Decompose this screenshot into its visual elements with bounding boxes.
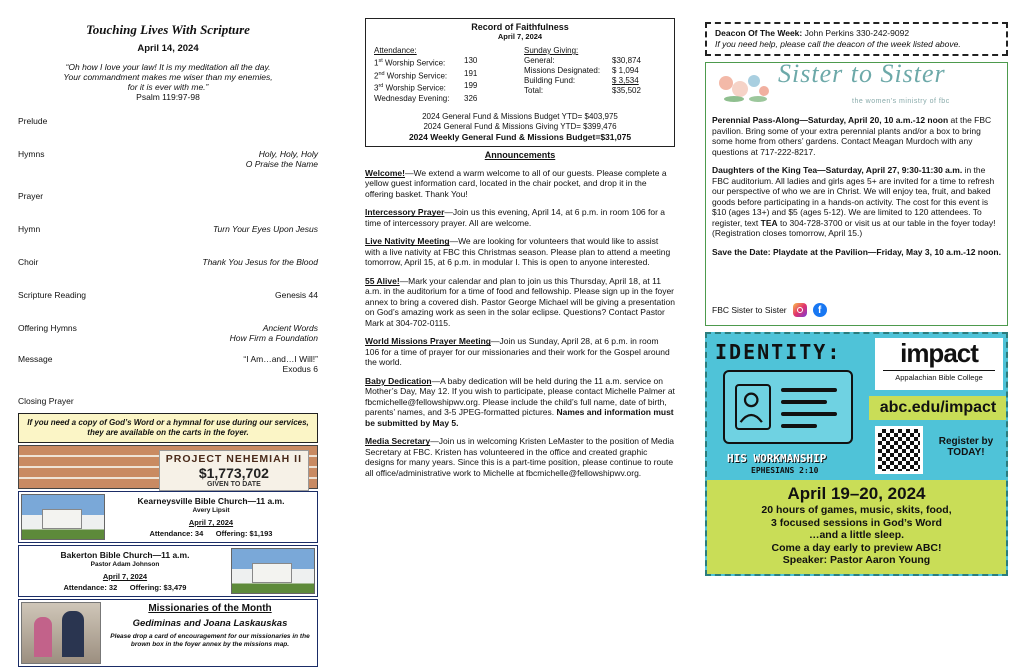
announcement-55-alive: 55 Alive!—Mark your calendar and plan to join us this Thursday, April 18, at 11 a.m. in the auditorium for a time of food and fellowship. Please sign up in the foyer annex to bring a covered dish. Pastor George Michael will be giving a presentation on God’s amazing work as seen in the solar eclipse. Questions? Contact Pastor Mark at 304-702-0115. bbox=[365, 275, 675, 328]
ephesians-reference: EPHESIANS 2:10 bbox=[751, 466, 819, 475]
giving-list: Sunday Giving: General: $30,874 Missions Designated: $ 1,094 Building Fund: $ 3,534 Total: $35,502 bbox=[524, 46, 641, 95]
church-date: April 7, 2024 bbox=[188, 518, 234, 527]
bible-hymnal-notice: If you need a copy of God’s Word or a hymnal for use during our services, they are available on the carts in the foyer. bbox=[18, 413, 318, 443]
sister-to-sister-box bbox=[705, 59, 1008, 326]
project-caption: GIVEN TO DATE bbox=[206, 481, 261, 488]
order-offering: Offering Hymns Ancient Words How Firm a Foundation bbox=[18, 323, 318, 343]
attendance-list: Attendance: 1st Worship Service: 130 2nd Worship Service: 191 3rd Worship Service: 199 Wednesday Evening: 326 bbox=[374, 46, 524, 104]
order-message: Message “I Am…and…I Will!” Exodus 6 bbox=[18, 354, 318, 374]
giving-row: Missions Designated: $ 1,094 bbox=[524, 66, 639, 75]
church-photo bbox=[21, 494, 105, 540]
order-choir: Choir Thank You Jesus for the Blood bbox=[18, 257, 318, 267]
giving-row: General: $30,874 bbox=[524, 56, 641, 65]
project-nehemiah-banner bbox=[18, 445, 318, 489]
sister-tagline: the women's ministry of fbc bbox=[852, 98, 950, 105]
announcement-live-nativity: Live Nativity Meeting—We are looking for volunteers that would like to assist with a live nativity at FBC this Christmas season. Please plan to attend a meeting tomorrow, April 15, at 6 p.m. in modular I. This is open to anyone interested. bbox=[365, 236, 671, 268]
missionaries-heading: Missionaries of the Month bbox=[148, 603, 272, 614]
ytd-summary: 2024 General Fund & Missions Budget YTD= $403,975 2024 General Fund & Missions Giving YTD= $399,476 bbox=[422, 111, 618, 131]
record-date: April 7, 2024 bbox=[497, 32, 543, 41]
identity-title: IDENTITY: bbox=[715, 340, 842, 364]
record-of-faithfulness bbox=[365, 18, 675, 147]
bakerton-church-box bbox=[18, 545, 318, 597]
perennial-pass-along: Perennial Pass-Along—Saturday, April 20, 10 a.m.-12 noon at the FBC pavilion. Bring some of your extra perennial plants and/or a box to bring some home from others’ gardens. Contact Meagan Murdoch with any questions at 717-222-8217. bbox=[712, 115, 992, 157]
order-of-service bbox=[18, 116, 318, 407]
event-dates: April 19–20, 2024 bbox=[787, 484, 926, 503]
order-prelude: Prelude bbox=[18, 116, 48, 126]
project-name: PROJECT NEHEMIAH II bbox=[165, 453, 302, 465]
order-hymns: Hymns Holy, Holy, Holy O Praise the Name bbox=[18, 149, 318, 169]
flower-graphic bbox=[714, 69, 778, 105]
giving-row: Building Fund: $ 3,534 bbox=[524, 76, 639, 85]
giving-row: Total: $35,502 bbox=[524, 86, 641, 95]
order-of-service-column bbox=[18, 0, 318, 667]
bulletin-title: Touching Lives With Scripture bbox=[86, 22, 250, 37]
sister-footer: FBC Sister to Sister f bbox=[712, 303, 827, 317]
church-name: Bakerton Bible Church—11 a.m. bbox=[60, 550, 190, 560]
announcement-baby-dedication: Baby Dedication—A baby dedication will be held during the 11 a.m. service on Mother’s Day, May 12. If you wish to participate, please contact Michelle Palmer at fbcmichelle@fellowshipwv.org. Please include the child’s full name, date of birth, parents’ names, and 3-5 JPEG-formatted pictures. Names and information must be submitted by May 5. bbox=[365, 375, 675, 428]
church-name: Kearneysville Bible Church—11 a.m. bbox=[137, 496, 285, 506]
deacon-note: If you need help, please call the deacon of the week listed above. bbox=[715, 39, 961, 49]
verse-reference: Psalm 119:97-98 bbox=[136, 92, 200, 102]
deacon-name: John Perkins 330-242-9092 bbox=[804, 28, 910, 38]
attendance-row: Wednesday Evening: 326 bbox=[374, 93, 478, 103]
save-the-date: Save the Date: Playdate at the Pavilion—Friday, May 3, 10 a.m.-12 noon. bbox=[712, 246, 1001, 257]
person-icon bbox=[735, 384, 771, 430]
church-stats: Attendance: 32 Offering: $3,479 bbox=[63, 583, 187, 592]
bulletin-date: April 14, 2024 bbox=[137, 43, 199, 54]
missionary-family-photo bbox=[21, 602, 101, 664]
missionaries-box bbox=[18, 599, 318, 667]
order-hymn: Hymn Turn Your Eyes Upon Jesus bbox=[18, 224, 318, 234]
church-pastor: Pastor Adam Johnson bbox=[90, 561, 160, 568]
events-column bbox=[705, 0, 1008, 576]
record-title: Record of Faithfulness bbox=[471, 22, 569, 32]
weekly-budget: 2024 Weekly General Fund & Missions Budget=$31,075 bbox=[408, 131, 632, 142]
qr-code-icon[interactable] bbox=[875, 426, 923, 474]
attendance-row: 1st Worship Service: 130 bbox=[374, 56, 478, 68]
kearneysville-church-box bbox=[18, 491, 318, 543]
college-name: Appalachian Bible College bbox=[883, 370, 995, 382]
order-prayer: Prayer bbox=[18, 191, 44, 201]
his-workmanship: HIS WORKMANSHIP bbox=[727, 452, 827, 465]
id-card-graphic bbox=[723, 370, 853, 444]
order-scripture: Scripture Reading Genesis 44 bbox=[18, 290, 318, 300]
church-stats: Attendance: 34 Offering: $1,193 bbox=[149, 529, 273, 538]
announcement-media-secretary: Media Secretary—Join us in welcoming Kristen LeMaster to the position of Media Secretary at FBC. Kristen has volunteered in the office and created graphic designs for many years. Since this is a part-time position, please continue to route all office/administrative work to Michelle at fbcmichelle@fellowshipwv.org. bbox=[365, 436, 674, 478]
attendance-row: 3rd Worship Service: 199 bbox=[374, 81, 478, 93]
missionary-note: Please drop a card of encouragement for our missionaries in the brown box in the foyer annex by the missions map. bbox=[110, 633, 310, 648]
sister-banner bbox=[712, 59, 1001, 107]
announcement-world-missions: World Missions Prayer Meeting—Join us Sunday, April 28, at 6 p.m. in room 106 for a time of prayer for our missionaries and their work for the Gospel around the world. bbox=[365, 336, 670, 368]
announcement-welcome: Welcome!—We extend a warm welcome to all of our guests. Please complete a yellow guest information card, located in the chair pocket, and drop it in the offering basket. Thank You! bbox=[365, 167, 667, 199]
instagram-icon[interactable] bbox=[793, 303, 807, 317]
facebook-icon[interactable]: f bbox=[813, 303, 827, 317]
register-callout: Register by TODAY! bbox=[938, 436, 994, 458]
event-details: April 19–20, 2024 20 hours of games, music, skits, food, 3 focused sessions in God’s Word …and a little sleep. Come a day early to preview ABC! Speaker: Pastor Aaron Young bbox=[707, 480, 1006, 574]
sister-title: Sister to Sister bbox=[778, 59, 946, 88]
project-amount: $1,773,702 bbox=[198, 465, 269, 481]
missionary-names: Gediminas and Joana Laskauskas bbox=[132, 618, 288, 629]
church-pastor: Avery Lipsit bbox=[192, 507, 230, 514]
announcements-title: Announcements bbox=[484, 149, 556, 160]
church-date: April 7, 2024 bbox=[102, 572, 148, 581]
attendance-row: 2nd Worship Service: 191 bbox=[374, 68, 478, 81]
impact-url[interactable]: abc.edu/impact bbox=[869, 396, 1007, 420]
daughters-king-tea: Daughters of the King Tea—Saturday, April 27, 9:30-11:30 a.m. in the FBC auditorium. All ladies and girls ages 5+ are invited for a time to refresh our perspective of who we are in Christ. We will enjoy tea, fruit, and baked goods before participating in a hands-on activity. The cost for this event is $10 (ages 13+) and $5 (ages 5-12). We are limited to 120 attendees. To register, text TEA to 304-728-3700 or visit us at our table in the foyer today! (Registration closes tomorrow, April 15.) bbox=[712, 165, 996, 238]
impact-logo: impact Appalachian Bible College bbox=[875, 338, 1003, 390]
announcement-intercessory-prayer: Intercessory Prayer—Join us this evening, April 14, at 6 p.m. in room 106 for a time of intercessory prayer. All are welcome. bbox=[365, 207, 666, 228]
identity-impact-ad bbox=[705, 332, 1008, 576]
order-closing: Closing Prayer bbox=[18, 396, 74, 406]
announcements-column bbox=[365, 0, 675, 478]
deacon-of-the-week: Deacon Of The Week: John Perkins 330-242-9092 If you need help, please call the deacon of the week listed above. bbox=[705, 22, 1008, 56]
scripture-verse: “Oh how I love your law! It is my meditation all the day. Your commandment makes me wiser than my enemies, for it is ever with me.” bbox=[63, 62, 273, 92]
church-photo bbox=[231, 548, 315, 594]
